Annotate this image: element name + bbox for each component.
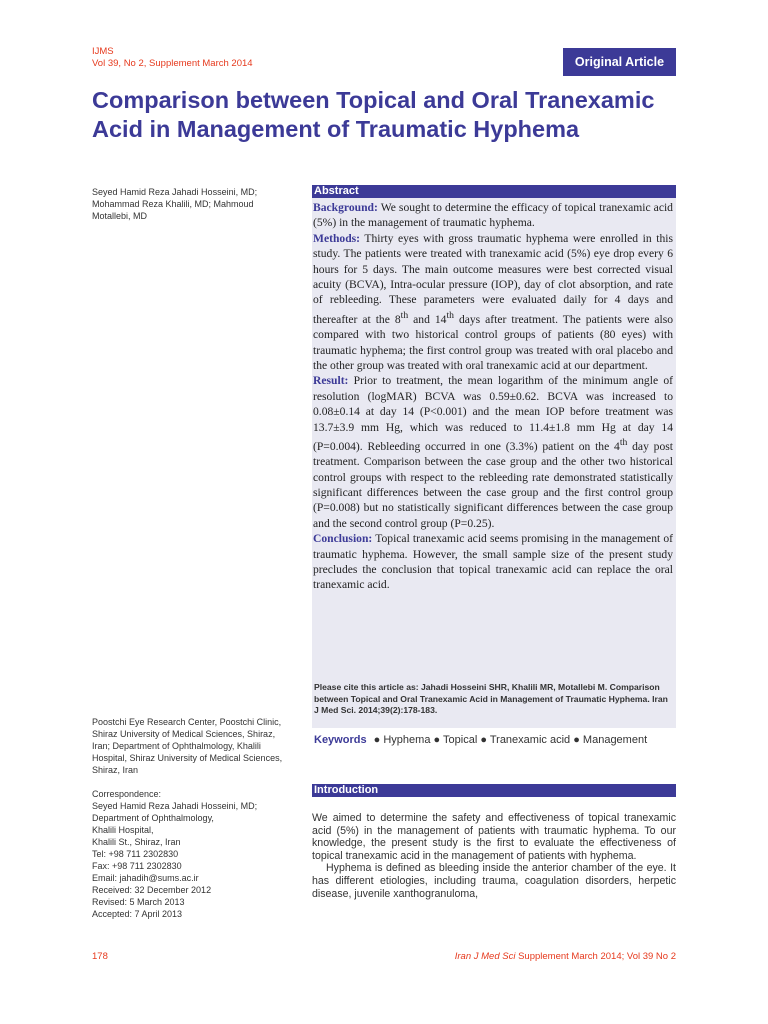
superscript: th bbox=[619, 436, 628, 448]
revised-date: Revised: 5 March 2013 bbox=[92, 897, 185, 907]
abstract-result-para bbox=[313, 373, 673, 531]
bullet-icon: ● bbox=[480, 734, 487, 746]
background-label: Background: bbox=[313, 201, 378, 214]
conclusion-text: Topical tranexamic acid seems promising in the management of traumatic hyphema. However, the small sample size of the present study precludes the conclusion that topical tranexamic acid can replace the oral tranexamic acid. bbox=[313, 532, 673, 592]
introduction-body bbox=[312, 812, 676, 900]
page-number: 178 bbox=[92, 951, 108, 962]
abstract-heading: Abstract bbox=[312, 185, 676, 198]
superscript: th bbox=[446, 309, 454, 321]
keyword: Topical bbox=[443, 734, 478, 746]
keyword: Management bbox=[582, 734, 648, 746]
correspondence-line: Department of Ophthalmology, bbox=[92, 813, 214, 823]
received-date: Received: 32 December 2012 bbox=[92, 885, 212, 895]
accepted-date: Accepted: 7 April 2013 bbox=[92, 909, 183, 919]
methods-text: days after treatment. The patients were also compared with two historical control groups of patients (80 eyes) with traumatic hyphema; the first control group was treated with oral placebo and the other group was treated with oral tranexamic acid at our department. bbox=[313, 312, 673, 372]
abstract-conclusion-para bbox=[313, 531, 673, 593]
footer-journal bbox=[455, 951, 676, 962]
journal-issue: Vol 39, No 2, Supplement March 2014 bbox=[92, 58, 253, 69]
bullet-icon: ● bbox=[573, 734, 580, 746]
correspondence-line: Khalili Hospital, bbox=[92, 825, 154, 835]
result-label: Result: bbox=[313, 374, 349, 388]
correspondence-fax: Fax: +98 711 2302830 bbox=[92, 861, 182, 871]
sidebar-info bbox=[92, 716, 292, 920]
keywords-label: Keywords bbox=[314, 734, 367, 746]
result-text: day post treatment. Comparison between the case group and the other two historical control groups with respect to the rebleeding rate demonstrated statistically significant differences between the case group and the first control group (P=0.008) but no statistically significant differences between the case group and the second control group (P=0.25). bbox=[313, 439, 673, 530]
correspondence-line: Khalili St., Shiraz, Iran bbox=[92, 837, 181, 847]
authors: Seyed Hamid Reza Jahadi Hosseini, MD; Mohammad Reza Khalili, MD; Mahmoud Motallebi, MD bbox=[92, 187, 258, 221]
citation-note: Please cite this article as: Jahadi Hosseini SHR, Khalili MR, Motallebi M. Comparison between Topical and Oral Tranexamic Acid in Management of Traumatic Hyphema. Iran J Med Sci. 2014;39(2):178-183. bbox=[314, 682, 668, 715]
conclusion-label: Conclusion: bbox=[313, 532, 373, 546]
background-text: We sought to determine the efficacy of topical tranexamic acid (5%) in the management of traumatic hyphema. bbox=[313, 201, 673, 230]
intro-paragraph: We aimed to determine the safety and effectiveness of topical tranexamic acid (5%) in the management of patients with traumatic hyphema. To our knowledge, the present study is the first to evaluate the effectiveness of topical tranexamic acid in the management of patients with hyphema. bbox=[312, 812, 676, 862]
abstract-methods-para bbox=[313, 231, 673, 374]
keyword: Tranexamic acid bbox=[489, 734, 571, 746]
correspondence bbox=[92, 788, 292, 920]
correspondence-line: Seyed Hamid Reza Jahadi Hosseini, MD; bbox=[92, 801, 258, 811]
correspondence-heading: Correspondence: bbox=[92, 789, 162, 799]
result-text: Prior to treatment, the mean logarithm of the minimum angle of resolution (logMAR) BCVA was 0.59±0.62. BCVA was increased to 0.08±0.14 at day 14 (P<0.001) and the mean IOP before treatment was 13.7±3.9 mm Hg, which was reduced to 11.4±1.8 mm Hg at day 14 (P=0.004). Rebleeding occurred in one (3.3%) patient on the 4 bbox=[313, 374, 673, 453]
keyword: Hyphema bbox=[383, 734, 431, 746]
bullet-icon: ● bbox=[373, 734, 381, 746]
journal-abbrev: IJMS bbox=[92, 46, 114, 57]
article-type-badge: Original Article bbox=[563, 48, 676, 76]
abstract-background-para bbox=[313, 200, 673, 231]
footer-journal-name: Iran J Med Sci bbox=[454, 951, 516, 962]
methods-text: and 14 bbox=[408, 312, 447, 326]
methods-label: Methods: bbox=[313, 231, 361, 245]
abstract-body bbox=[313, 200, 673, 593]
footer-issue: Supplement March 2014; Vol 39 No 2 bbox=[518, 951, 676, 962]
introduction-heading: Introduction bbox=[312, 784, 676, 797]
affiliations: Poostchi Eye Research Center, Poostchi Clinic, Shiraz University of Medical Sciences, Shiraz, Iran; Department of Ophthalmology, Khalili Hospital, Shiraz University of Medical Sciences, Shiraz, Iran bbox=[92, 717, 283, 775]
bullet-icon: ● bbox=[433, 734, 441, 746]
journal-header bbox=[92, 46, 253, 70]
correspondence-email: Email: jahadih@sums.ac.ir bbox=[92, 873, 199, 883]
superscript: th bbox=[400, 309, 409, 321]
keywords bbox=[314, 734, 676, 746]
intro-paragraph: Hyphema is defined as bleeding inside the anterior chamber of the eye. It has different etiologies, including trauma, coagulation disorders, herpetic disease, juvenile xanthogranuloma, bbox=[312, 862, 676, 900]
correspondence-tel: Tel: +98 711 2302830 bbox=[92, 849, 179, 859]
methods-text: Thirty eyes with gross traumatic hyphema were enrolled in this study. The patients were treated with tranexamic acid (5%) eye drop every 6 hours for 5 days. The main outcome measures were best corrected visual acuity (BCVA), Intra-ocular pressure (IOP), day of clot absorption, and rate of rebleeding. These parameters were evaluated daily for 4 days and thereafter at the 8 bbox=[313, 231, 673, 326]
article-title: Comparison between Topical and Oral Tranexamic Acid in Management of Traumatic Hyphema bbox=[92, 87, 655, 142]
